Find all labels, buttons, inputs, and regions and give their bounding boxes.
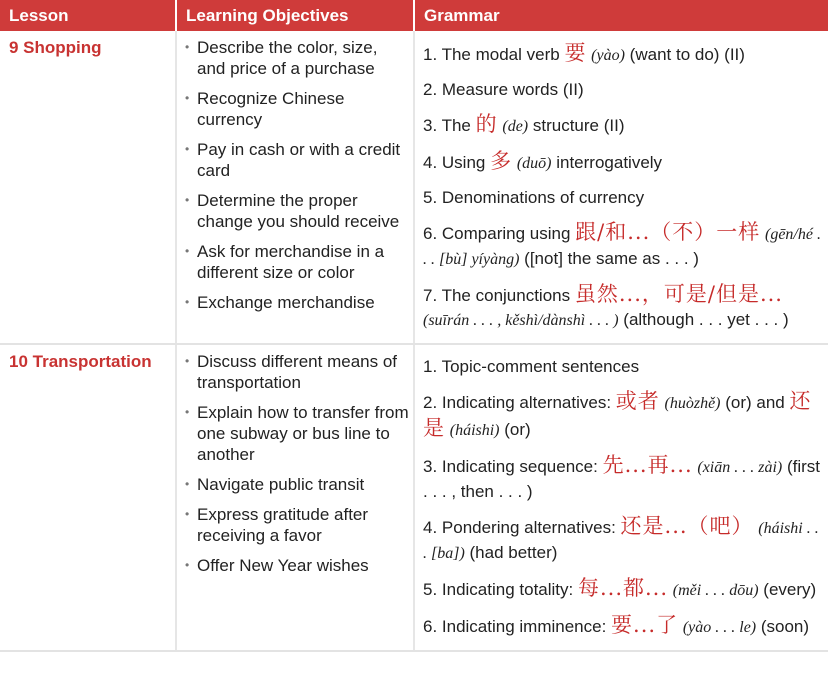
- grammar-text: 3. Indicating sequence:: [423, 457, 603, 476]
- grammar-text: 4. Using: [423, 153, 491, 172]
- grammar-chinese: 虽然...，可是/但是...: [574, 282, 783, 306]
- grammar-chinese: 多: [490, 149, 513, 173]
- objective-item: • Navigate public transit: [185, 474, 409, 495]
- grammar-text: (every): [763, 580, 817, 599]
- grammar-text: (although . . . yet . . . ): [623, 310, 789, 329]
- header-grammar: Grammar: [414, 0, 828, 31]
- grammar-text: 4. Pondering alternatives:: [423, 518, 621, 537]
- grammar-pinyin: (suīrán . . . , kěshì/dànshì . . . ): [423, 312, 619, 329]
- grammar-text: (first . . . , then . . . ): [423, 457, 821, 501]
- grammar-item: [423, 576, 822, 603]
- grammar-pinyin: (yào): [591, 47, 625, 64]
- objectives-cell: [176, 31, 414, 344]
- grammar-pinyin: (gēn/hé . . . [bù] yíyàng): [423, 226, 821, 268]
- grammar-cell: [414, 31, 828, 344]
- grammar-text: 6. Comparing using: [423, 224, 576, 243]
- grammar-item: [423, 186, 822, 210]
- objectives-cell: [176, 344, 414, 651]
- grammar-text: 5. Denominations of currency: [423, 188, 645, 207]
- grammar-pinyin: (yào . . . le): [682, 619, 757, 636]
- grammar-text: structure (II): [532, 116, 625, 135]
- grammar-item: [423, 514, 822, 566]
- objective-item: • Discuss different means of transportation: [185, 351, 409, 393]
- objective-item: • Explain how to transfer from one subway or bus line to another: [185, 402, 409, 465]
- grammar-item: [423, 41, 822, 68]
- grammar-text: 3. The: [423, 116, 476, 135]
- lesson-cell: [0, 344, 176, 651]
- lesson-cell: [0, 31, 176, 344]
- objective-item: • Describe the color, size, and price of a purchase: [185, 37, 409, 79]
- grammar-chinese: 还是...（吧）: [620, 514, 754, 538]
- grammar-pinyin: (háishi . . . [ba]): [423, 520, 819, 562]
- grammar-text: (or): [504, 420, 531, 439]
- grammar-chinese: 每...都...: [577, 576, 669, 600]
- grammar-text: (soon): [760, 617, 810, 636]
- grammar-list: [415, 345, 828, 640]
- grammar-text: 2. Measure words (II): [423, 80, 584, 99]
- objective-item: • Determine the proper change you should receive: [185, 190, 409, 232]
- grammar-chinese: 的: [475, 112, 498, 136]
- objective-item: • Exchange merchandise: [185, 292, 409, 313]
- objective-item: • Express gratitude after receiving a favor: [185, 504, 409, 546]
- grammar-item: [423, 613, 822, 640]
- grammar-pinyin: (huòzhě): [664, 395, 721, 412]
- objective-item: • Offer New Year wishes: [185, 555, 409, 576]
- grammar-chinese: 还是: [423, 389, 812, 440]
- grammar-chinese: 要: [564, 41, 587, 65]
- lesson-row: [0, 31, 828, 344]
- objective-item: • Recognize Chinese currency: [185, 88, 409, 130]
- grammar-item: [423, 389, 822, 443]
- grammar-item: [423, 355, 822, 379]
- grammar-text: 1. Topic-comment sentences: [423, 357, 640, 376]
- grammar-text: 2. Indicating alternatives:: [423, 393, 616, 412]
- lesson-name: 10 Transportation: [9, 352, 152, 371]
- grammar-item: [423, 282, 822, 333]
- objective-item: • Ask for merchandise in a different size or color: [185, 241, 409, 283]
- grammar-chinese: 先...再...: [602, 453, 693, 477]
- grammar-text: interrogatively: [556, 153, 663, 172]
- objective-item: • Pay in cash or with a credit card: [185, 139, 409, 181]
- grammar-pinyin: (xiān . . . zài): [697, 459, 783, 476]
- grammar-chinese: 要...了: [611, 613, 679, 637]
- grammar-pinyin: (de): [502, 118, 529, 135]
- grammar-chinese: 或者: [615, 389, 660, 413]
- grammar-text: (or) and: [725, 393, 790, 412]
- table-body: [0, 31, 828, 651]
- grammar-text: (want to do) (II): [629, 45, 745, 64]
- objectives-list: [177, 31, 413, 313]
- grammar-cell: [414, 344, 828, 651]
- grammar-text: (had better): [469, 543, 558, 562]
- grammar-text: 7. The conjunctions: [423, 286, 575, 305]
- grammar-pinyin: (háishi): [449, 422, 500, 439]
- lesson-name: 9 Shopping: [9, 38, 102, 57]
- header-objectives: Learning Objectives: [176, 0, 414, 31]
- lesson-row: [0, 344, 828, 651]
- grammar-chinese: 跟/和...（不）一样: [575, 220, 761, 244]
- objectives-list: [177, 345, 413, 576]
- grammar-text: 1. The modal verb: [423, 45, 565, 64]
- grammar-item: [423, 149, 822, 176]
- grammar-item: [423, 453, 822, 504]
- grammar-text: 5. Indicating totality:: [423, 580, 578, 599]
- grammar-text: 6. Indicating imminence:: [423, 617, 612, 636]
- table-header-row: [0, 0, 828, 31]
- header-lesson: Lesson: [0, 0, 176, 31]
- grammar-pinyin: (měi . . . dōu): [672, 582, 759, 599]
- grammar-list: [415, 31, 828, 333]
- grammar-pinyin: (duō): [516, 155, 552, 172]
- grammar-text: ([not] the same as . . . ): [524, 249, 699, 268]
- grammar-item: [423, 220, 822, 272]
- grammar-item: [423, 112, 822, 139]
- grammar-item: [423, 78, 822, 102]
